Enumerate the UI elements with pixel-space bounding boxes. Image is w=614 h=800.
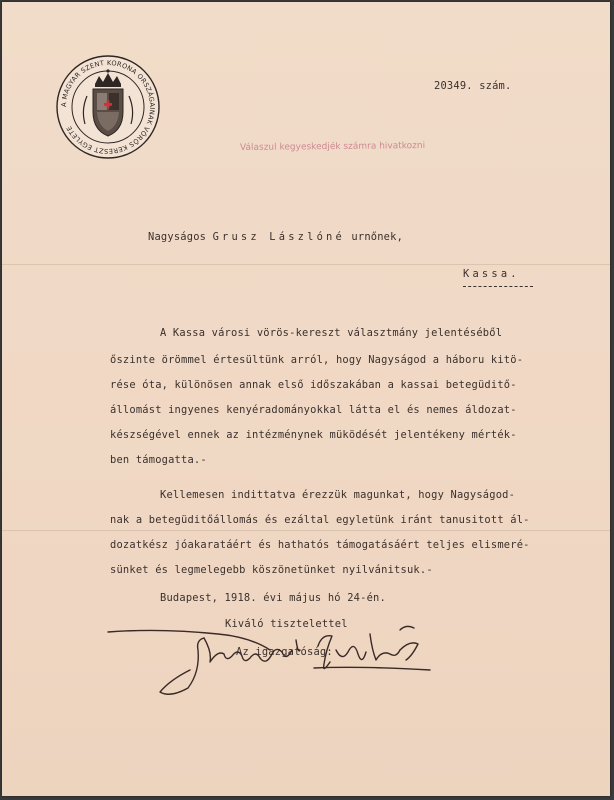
reply-instruction-stamp: Válaszul kegyeskedjék számra hivatkozni <box>239 141 426 153</box>
addressee-prefix: Nagyságos <box>148 231 213 243</box>
letter-sender: Az igazgatóság: <box>236 646 333 658</box>
seal-ring-text: A MAGYAR SZENT KORONA ORSZÁGAINAK VÖRÖS KERESZT EGYLETE <box>59 58 157 156</box>
letter-date: Budapest, 1918. évi május hó 24-én. <box>160 592 386 604</box>
body-line: sünket és legmelegebb köszönetünket nyilvánitsuk.- <box>110 564 433 576</box>
fold-line <box>2 264 610 265</box>
addressee-name: Grusz Lászlóné <box>212 231 345 243</box>
body-line: állomást ingyenes kenyéradományokkal látta el és nemes áldozat- <box>110 404 517 416</box>
addressee-line <box>148 231 403 243</box>
body-line: ben támogatta.- <box>110 454 207 466</box>
reference-number: 20349. szám. <box>434 80 512 92</box>
red-cross-seal <box>55 54 161 160</box>
body-line: őszinte örömmel értesültünk arról, hogy Nagyságod a háboru kitö- <box>110 354 524 366</box>
body-line: nak a betegüditőállomás és ezáltal egyletünk iránt tanusitott ál- <box>110 514 530 526</box>
body-line: rése óta, különösen annak első időszakában a kassai betegüditő- <box>110 379 517 391</box>
handwritten-signatures <box>100 610 440 705</box>
body-line: dozatkész jóakaratáért és hathatós támogatásáért teljes elismeré- <box>110 539 530 551</box>
city-underline <box>463 286 533 287</box>
body-line: A Kassa városi vörös-kereszt választmány jelentéséből <box>160 327 503 339</box>
letter-closing: Kiváló tisztelettel <box>225 618 348 630</box>
body-line: Kellemesen indittatva érezzük magunkat, hogy Nagyságod- <box>160 489 516 501</box>
addressee-suffix: urnőnek, <box>344 231 404 243</box>
fold-line <box>2 530 610 531</box>
body-line: készségével ennek az intézménynek müködését jelentékeny mérték- <box>110 429 517 441</box>
addressee-city: Kassa. <box>463 268 520 280</box>
